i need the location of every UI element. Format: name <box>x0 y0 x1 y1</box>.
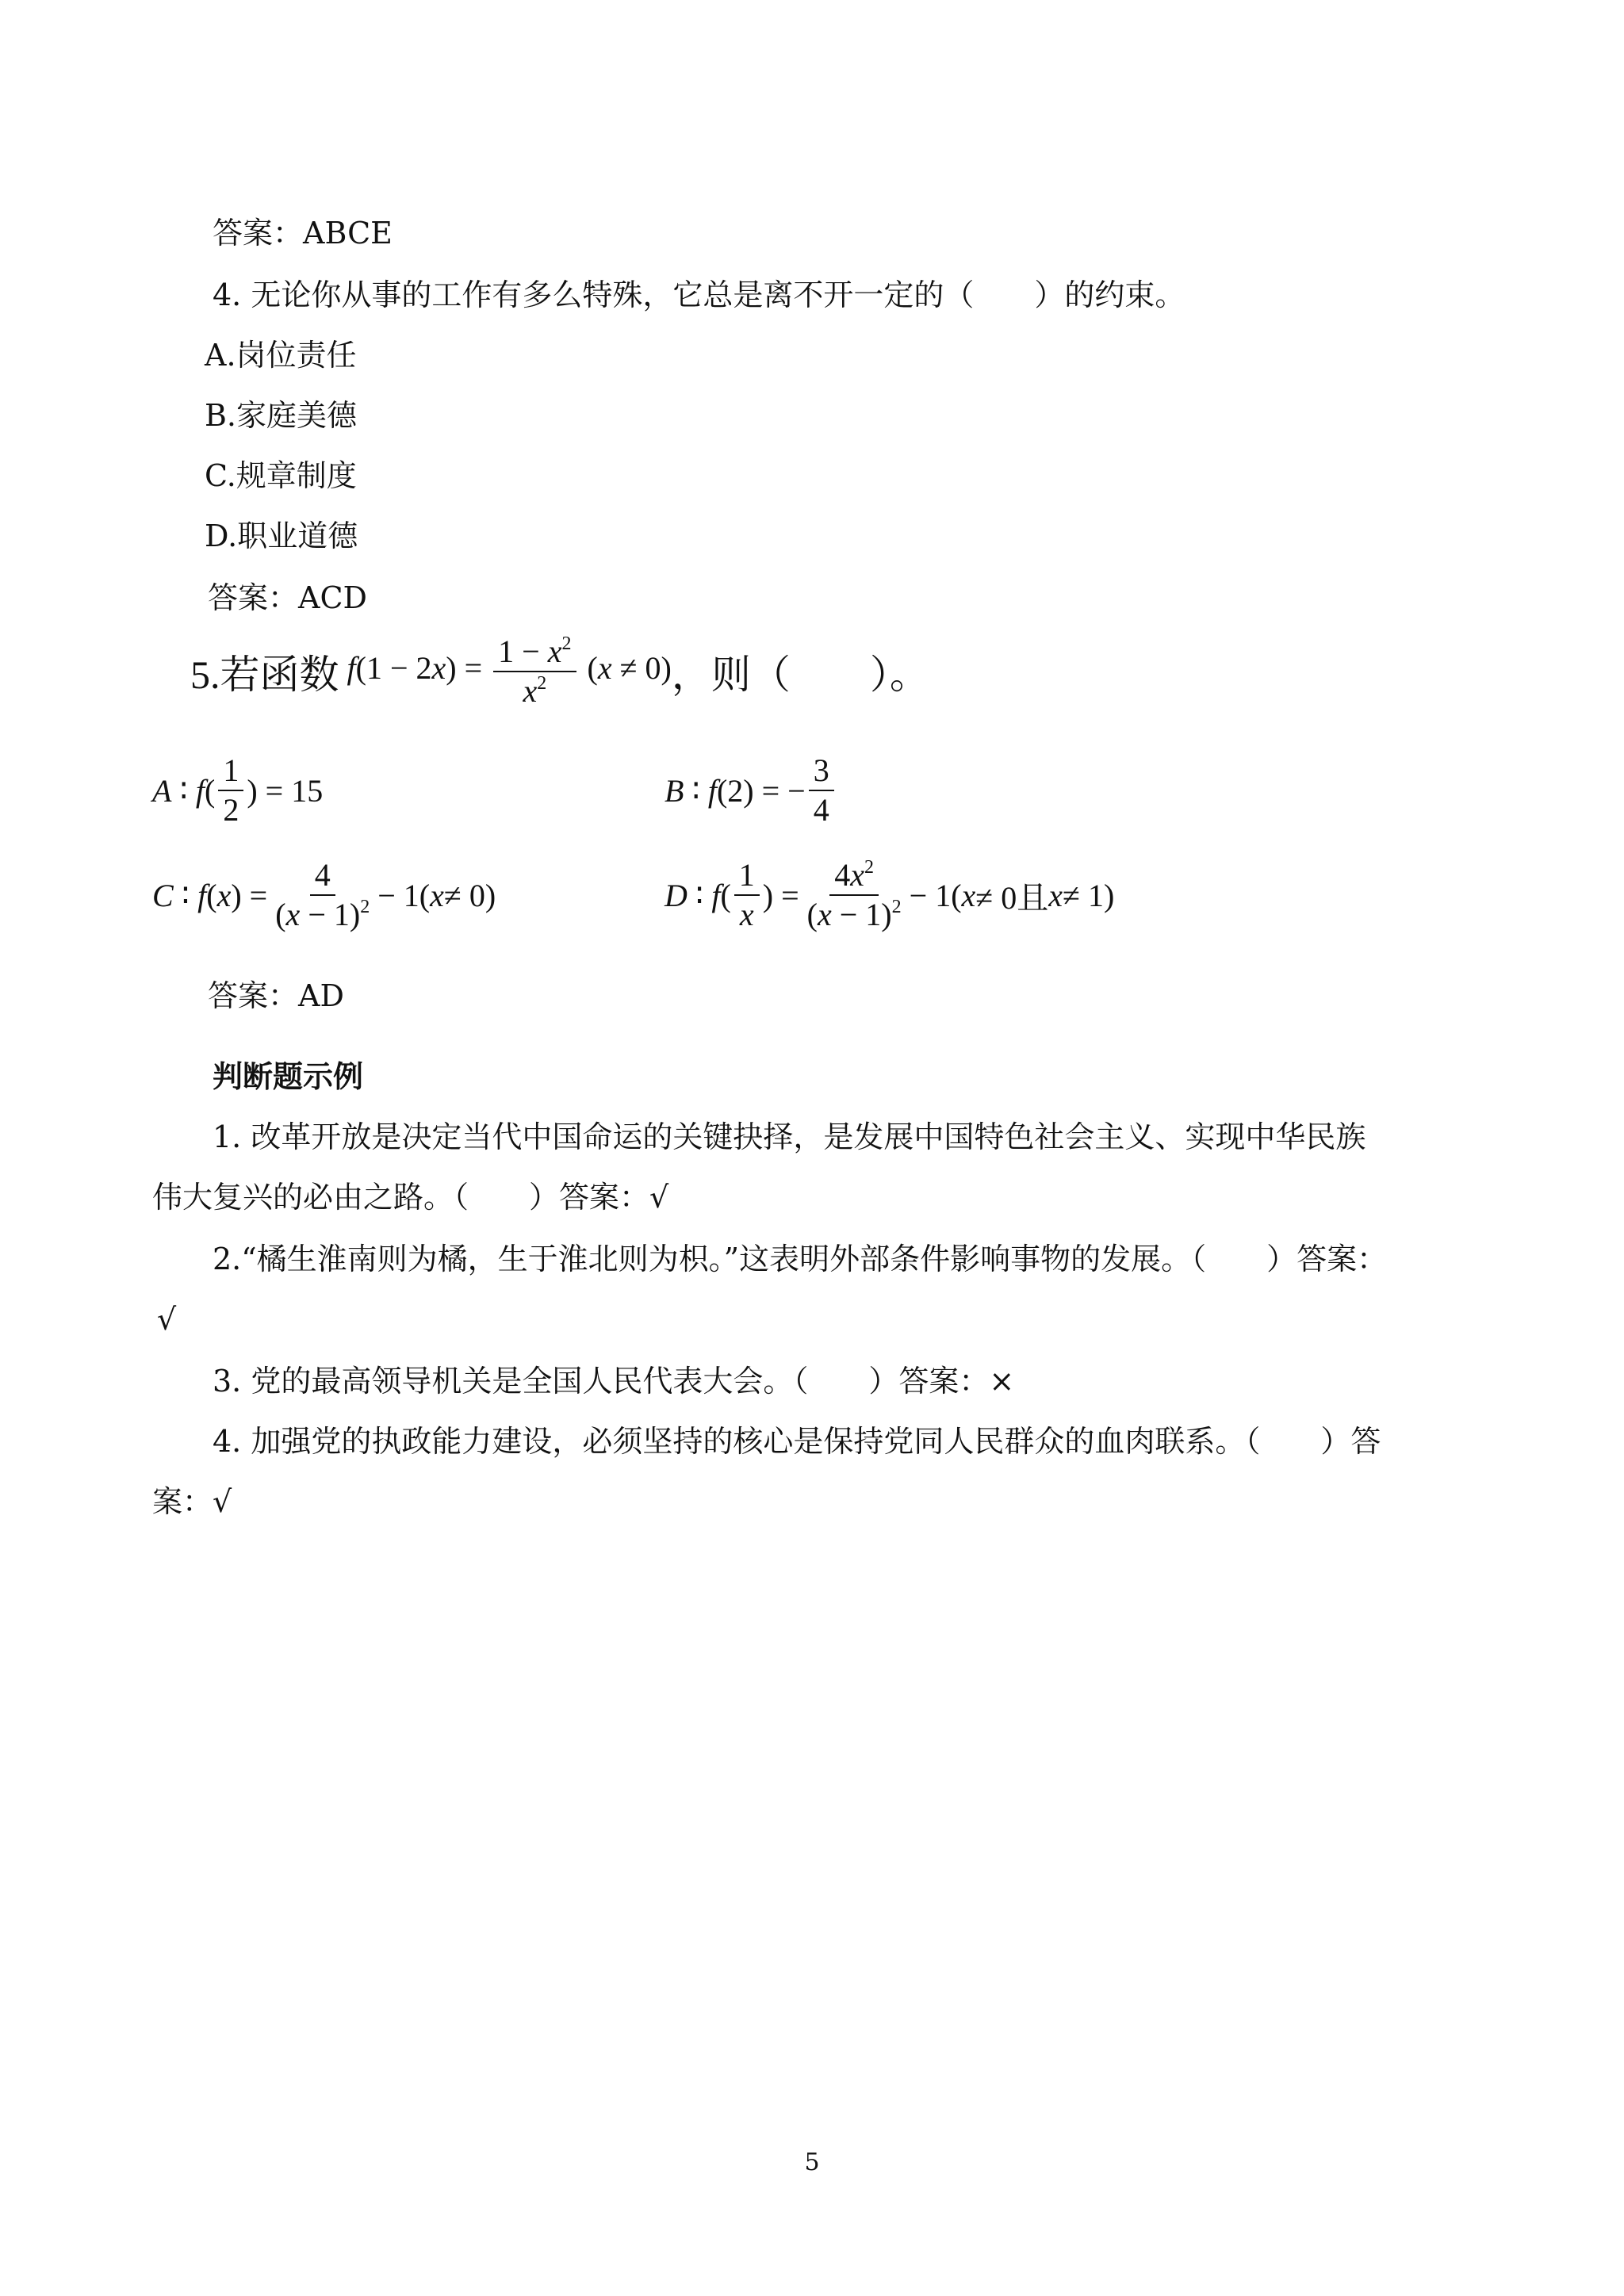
q4-option-c: C.规章制度 <box>205 458 357 493</box>
q5-option-c: C ∶ f ( x ) = $\frac{4}{(x - 1)^2}$ − 1( x ≠ 0) <box>152 857 496 932</box>
tf-2-line-2: √ <box>157 1302 177 1337</box>
q5-option-b: B ∶ f (2) = − $\frac{3}{4}$ <box>665 753 837 828</box>
q5-function-formula: f(1 − 2x) = $\frac{1 - x^2}{x^2}$ (x ≠ 0) <box>347 633 672 709</box>
section-title: 判断题示例 <box>213 1058 364 1094</box>
tf-3-line-1: 3. 党的最高领导机关是全国人民代表大会。（ ）答案：× <box>213 1364 1015 1399</box>
tf-4-line-2: 案：√ <box>152 1484 232 1519</box>
page-number: 5 <box>804 2149 820 2176</box>
tf-4-line-1: 4. 加强党的执政能力建设，必须坚持的核心是保持党同人民群众的血肉联系。（ ）答 <box>213 1424 1381 1459</box>
q5-answer: 答案：AD <box>208 978 344 1013</box>
q5-question <box>190 634 929 709</box>
q4-stem: 4. 无论你从事的工作有多么特殊，它总是离不开一定的（ ）的约束。 <box>213 277 1185 312</box>
tf-1-line-1: 1. 改革开放是决定当代中国命运的关键抉择，是发展中国特色社会主义、实现中华民族 <box>213 1119 1366 1154</box>
q5-after: ，则（ ）。 <box>671 652 929 697</box>
q5-option-d: D ∶ f ( $\frac{1}{x}$ ) = $\frac{4x^2}{(x - 1)^2}$ − 1( x ≠ 0且 x ≠ 1) <box>665 857 1115 932</box>
tf-1-line-2: 伟大复兴的必由之路。（ ）答案：√ <box>152 1180 669 1215</box>
q3-answer: 答案：ABCE <box>213 216 393 251</box>
q4-answer: 答案：ACD <box>208 580 367 615</box>
q4-option-d: D.职业道德 <box>205 519 358 553</box>
tf-2-line-1: 2.“橘生淮南则为橘，生于淮北则为枳。”这表明外部条件影响事物的发展。（ ）答案： <box>213 1242 1388 1276</box>
q4-option-a: A.岗位责任 <box>205 338 357 373</box>
q5-label: 5.若函数 <box>190 652 339 697</box>
q5-option-a: A ∶ f ( $\frac{1}{2}$ ) = 15 <box>152 752 324 828</box>
q4-option-b: B.家庭美德 <box>205 398 358 433</box>
